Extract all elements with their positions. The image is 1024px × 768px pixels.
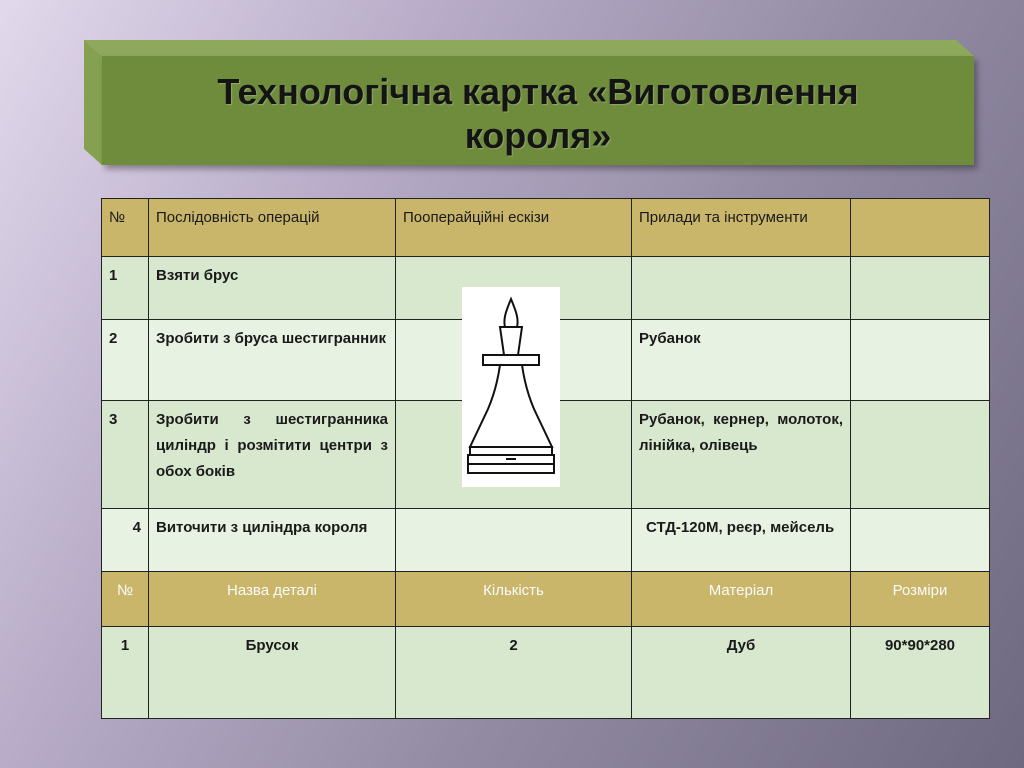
op-text: Зробити з бруса шестигранник xyxy=(149,320,396,401)
title-banner xyxy=(84,40,974,165)
banner-bevel-top xyxy=(84,40,974,56)
header-operations: Послідовність операцій xyxy=(149,199,396,257)
details-header-qty: Кількість xyxy=(396,572,632,627)
op-text: Виточити з циліндра короля xyxy=(149,509,396,572)
details-header-row xyxy=(102,572,990,627)
op-sketch-cell xyxy=(396,509,632,572)
detail-material: Дуб xyxy=(632,627,851,719)
op-tools: СТД-120М, реєр, мейсель xyxy=(632,509,851,572)
table-header-row xyxy=(102,199,990,257)
king-sketch-image xyxy=(462,287,560,487)
title-line-2: короля» xyxy=(464,115,612,156)
op-num: 2 xyxy=(102,320,149,401)
header-num: № xyxy=(102,199,149,257)
detail-num: 1 xyxy=(102,627,149,719)
header-empty xyxy=(851,199,990,257)
header-tools: Прилади та інструменти xyxy=(632,199,851,257)
op-num: 1 xyxy=(102,257,149,320)
king-piece-drawing xyxy=(462,287,560,487)
title-line-1: Технологічна картка «Виготовлення xyxy=(217,71,859,112)
op-tools: Рубанок, кернер, молоток, лінійка, олівець xyxy=(632,401,851,509)
op-text: Зробити з шестигранника циліндр і розмітити центри з обох боків xyxy=(149,401,396,509)
detail-qty: 2 xyxy=(396,627,632,719)
page-title xyxy=(102,70,974,158)
op-num: 3 xyxy=(102,401,149,509)
table-row xyxy=(102,509,990,572)
op-extra xyxy=(851,509,990,572)
op-extra xyxy=(851,257,990,320)
banner-bevel-left xyxy=(84,40,102,165)
op-num: 4 xyxy=(102,509,149,572)
details-header-size: Розміри xyxy=(851,572,990,627)
op-tools xyxy=(632,257,851,320)
detail-size: 90*90*280 xyxy=(851,627,990,719)
op-extra xyxy=(851,320,990,401)
detail-name: Брусок xyxy=(149,627,396,719)
details-header-name: Назва деталі xyxy=(149,572,396,627)
op-extra xyxy=(851,401,990,509)
details-header-num: № xyxy=(102,572,149,627)
details-header-material: Матеріал xyxy=(632,572,851,627)
header-sketches: Пооперайційні ескізи xyxy=(396,199,632,257)
table-row xyxy=(102,627,990,719)
op-text: Взяти брус xyxy=(149,257,396,320)
op-tools: Рубанок xyxy=(632,320,851,401)
